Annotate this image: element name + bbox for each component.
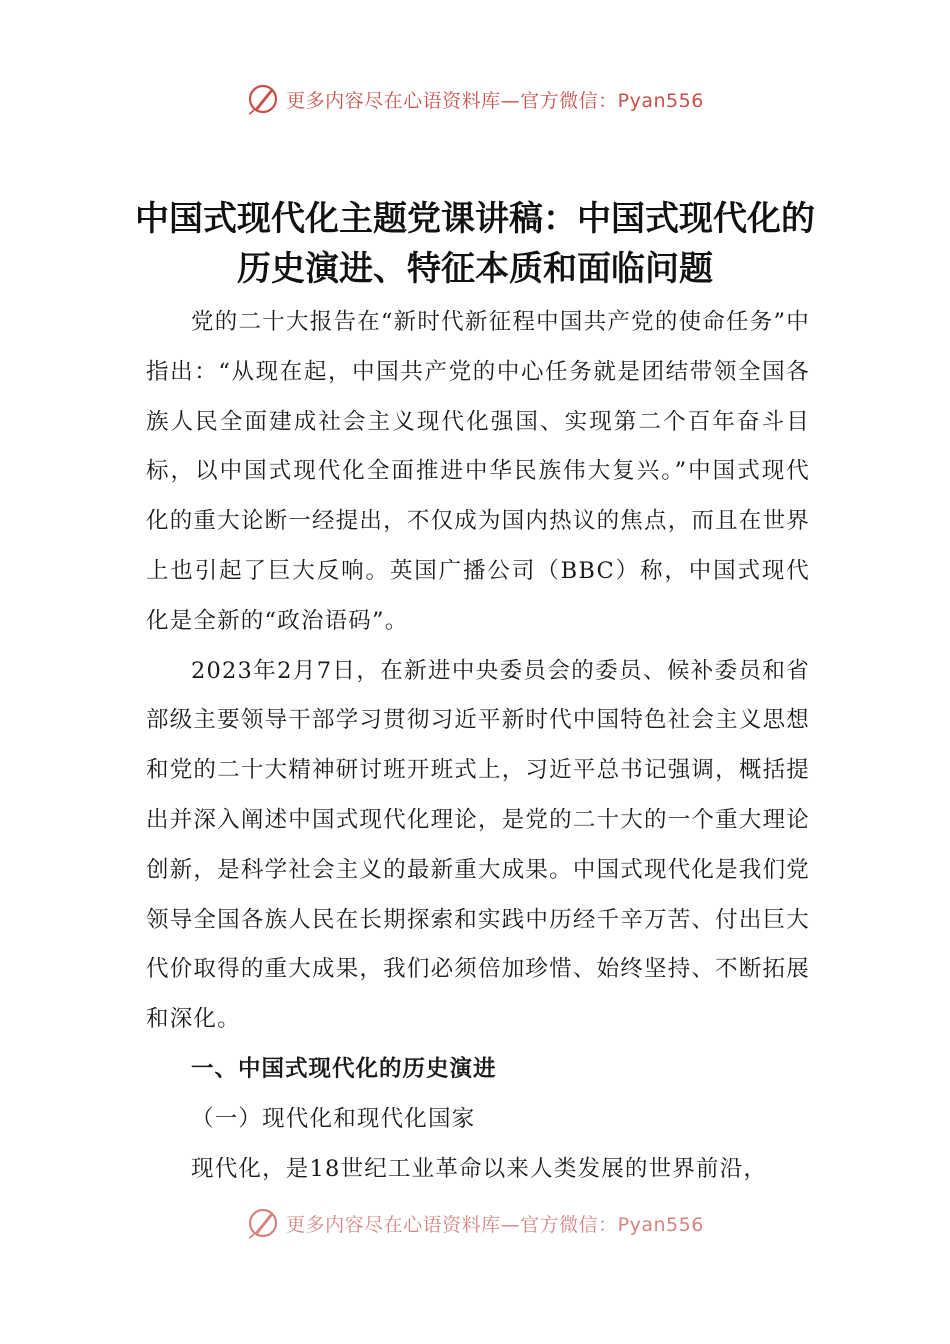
body-paragraph-1: 党的二十大报告在“新时代新征程中国共产党的使命任务”中指出：“从现在起，中国共产党的中心任务就是团结带领全国各族人民全面建成社会主义现代化强国、实现第二个百年奋斗目标，以中国式现代化全面推进中华民族伟大复兴。”中国式现代化的重大论断一经提出，不仅成为国内热议的焦点，而且在世界上也引起了巨大反响。英国广播公司（BBC）称，中国式现代化是全新的“政治语码”。 <box>146 309 810 634</box>
document-body <box>146 298 810 1194</box>
quill-pen-logo-icon <box>246 1206 280 1240</box>
footer-watermark <box>0 1206 950 1240</box>
section-heading-1: 一、中国式现代化的历史演进 <box>191 1055 497 1082</box>
watermark-text: 更多内容尽在心语资料库—官方微信：Pyan556 <box>286 1213 704 1236</box>
watermark-text: 更多内容尽在心语资料库—官方微信：Pyan556 <box>286 89 704 112</box>
document-title: 中国式现代化主题党课讲稿：中国式现代化的历史演进、特征本质和面临问题 <box>135 199 815 289</box>
body-paragraph-2: 2023年2月7日，在新进中央委员会的委员、候补委员和省部级主要领导干部学习贯彻习近平新时代中国特色社会主义思想和党的二十大精神研讨班开班式上，习近平总书记强调，概括提出并深入阐述中国式现代化理论，是党的二十大的一个重大理论创新，是科学社会主义的最新重大成果。中国式现代化是我们党领导全国各族人民在长期探索和实践中历经千辛万苦、付出巨大代价取得的重大成果，我们必须倍加珍惜、始终坚持、不断拓展和深化。 <box>146 657 810 1033</box>
subsection-heading-1: （一）现代化和现代化国家 <box>191 1105 476 1132</box>
header-watermark <box>0 82 950 116</box>
body-paragraph-3: 现代化，是18世纪工业革命以来人类发展的世界前沿， <box>191 1155 768 1182</box>
quill-pen-logo-icon <box>246 82 280 116</box>
